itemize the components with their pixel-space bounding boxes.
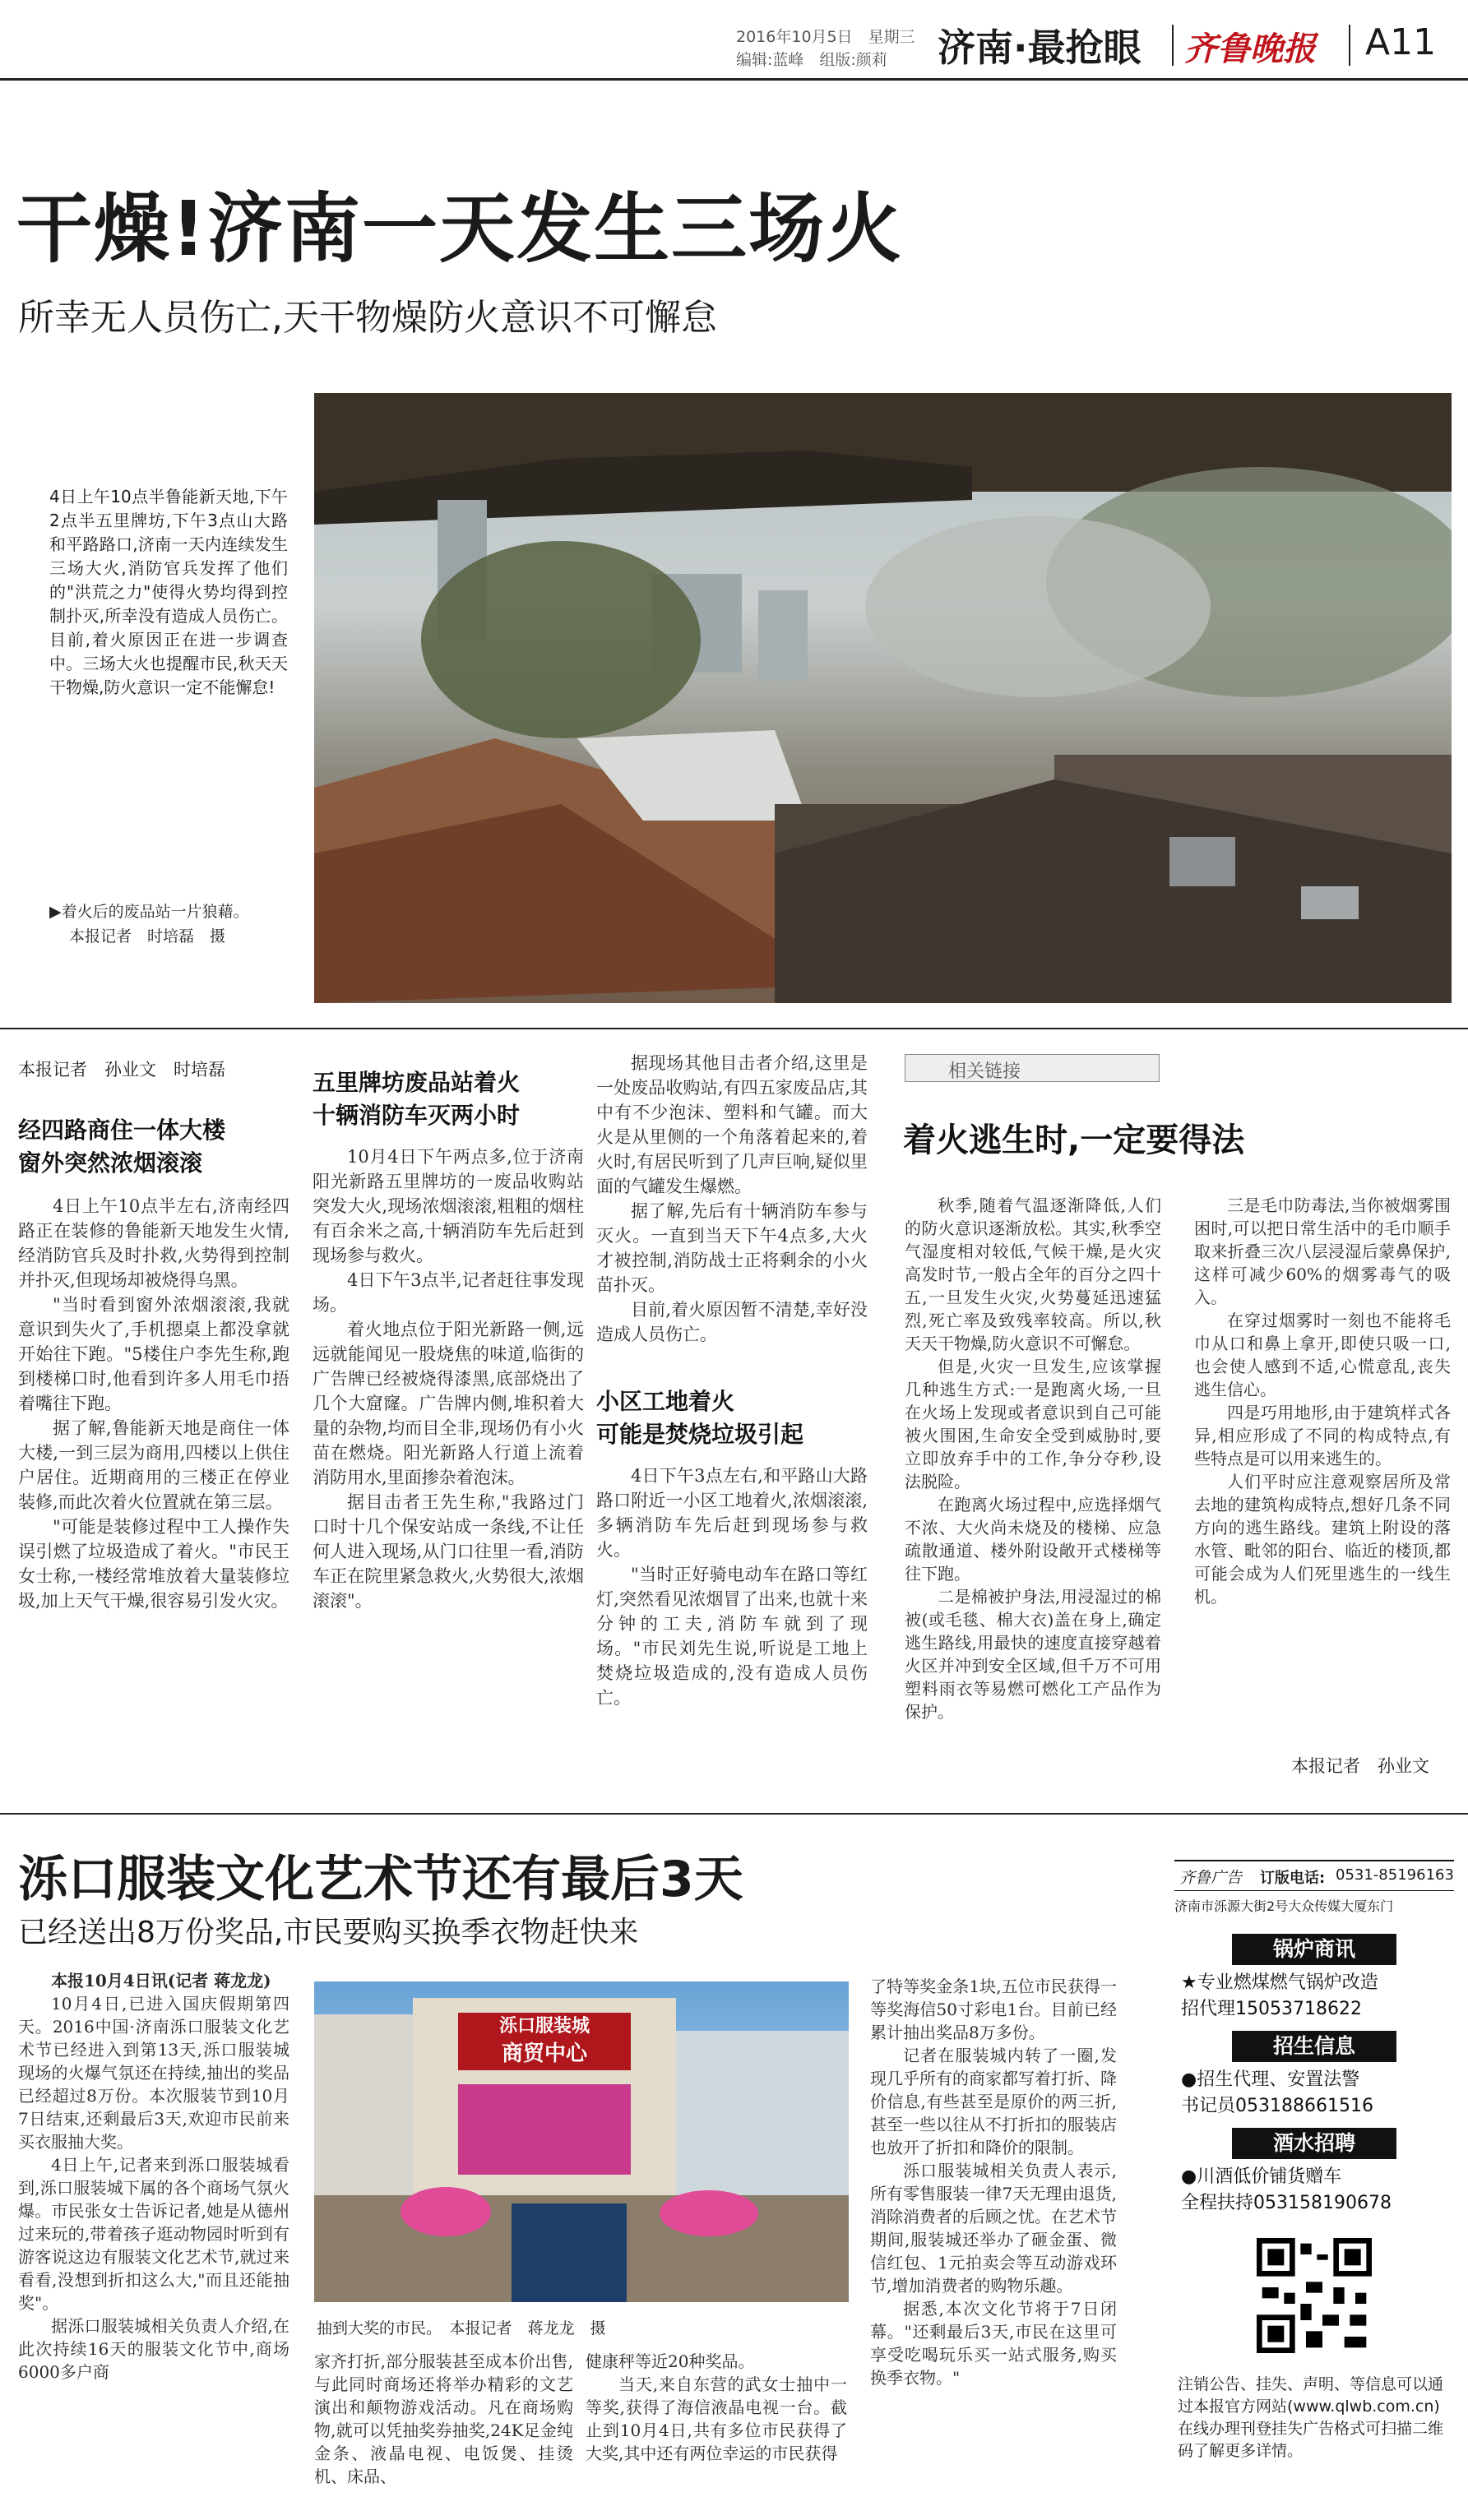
story3-paragraph: 4日下午3点左右,和平路山大路路口附近一小区工地着火,浓烟滚滚,多辆消防车先后赶到现场参与救火。: [596, 1466, 868, 1560]
story2-body-b: [596, 1051, 868, 1347]
story1-title: [18, 1114, 289, 1180]
story1-body: [18, 1194, 289, 1613]
story1-paragraph: 据了解,鲁能新天地是商住一体大楼,一到三层为商用,四楼以上供住户居住。近期商用的三楼正在停业装修,而此次着火位置就在第三层。: [18, 1418, 289, 1512]
story2-title-line2: 十辆消防车灭两小时: [313, 1102, 521, 1129]
story2-title-line1: 五里牌坊废品站着火: [313, 1069, 521, 1096]
sidebar-title: 着火逃生时,一定要得法: [903, 1121, 1245, 1159]
editors-line: 编辑:蓝峰 组版:颜莉: [736, 51, 887, 69]
lead-headline: 干燥!济南一天发生三场火: [16, 185, 903, 273]
story3-title: [596, 1385, 868, 1451]
sidebar-paragraph: 三是毛巾防毒法,当你被烟雾围困时,可以把日常生活中的毛巾顺手取来折叠三次八层浸湿后蒙鼻保护,这样可减少60%的烟雾毒气的吸入。: [1194, 1195, 1451, 1307]
feature-paragraph: 当天,来自东营的武女士抽中一等奖,获得了海信液晶电视一台。截止到10月4日,共有多位市民获得了大奖,其中还有两位幸运的市民获得: [586, 2374, 847, 2463]
story1-paragraph: "可能是装修过程中工人操作失误引燃了垃圾造成了着火。"市民王女士称,一楼经常堆放着大量装修垃圾,加上天气干燥,很容易引发火灾。: [18, 1517, 289, 1611]
feature-paragraph: 10月4日,已进入国庆假期第四天。2016中国·济南泺口服装文化艺术节已经进入到第13天,泺口服装城现场的火爆气氛还在持续,抽出的奖品已经超过8万份。本次服装节到10月7日结束,还剩最后3天,欢迎市民前来买衣服抽大奖。: [18, 1994, 289, 2152]
feature-headline: 泺口服装文化艺术节还有最后3天: [18, 1851, 743, 1908]
story2-paragraph: 据了解,先后有十辆消防车参与灭火。一直到当天下午4点多,大火才被控制,消防战士正将剩余的小火苗扑灭。: [596, 1201, 868, 1295]
ad-heading-enrollment: 招生信息: [1232, 2031, 1396, 2062]
section-name: 济南·最抢眼: [938, 25, 1142, 70]
story2-paragraph: 10月4日下午两点多,位于济南阳光新路五里牌坊的一废品收购站突发大火,现场浓烟滚滚,粗粗的烟柱有百余米之高,十辆消防车先后赶到现场参与救火。: [313, 1147, 584, 1265]
feature-subheadline: 已经送出8万份奖品,市民要购买换季衣物赶快来: [18, 1916, 639, 1949]
sidebar-paragraph: 四是巧用地形,由于建筑样式各异,相应形成了不同的构成特点,有些特点是可以用来逃生的。: [1194, 1403, 1451, 1468]
sidebar-paragraph: 秋季,随着气温逐渐降低,人们的防火意识逐渐放松。其实,秋季空气湿度相对较低,气候干燥,是火灾高发时节,一般占全年的百分之四十五,一旦发生火灾,火势蔓延迅速猛烈,死亡率及致残率较高。所以,秋天天干物燥,防火意识不可懈怠。: [905, 1195, 1161, 1353]
feature-paragraph: 据悉,本次文化节将于7日闭幕。"还剩最后3天,市民在这里可享受吃喝玩乐买一站式服务,购买换季衣物。": [870, 2299, 1117, 2388]
feature-paragraph: 泺口服装城相关负责人表示,所有零售服装一律7天无理由退货,消除消费者的后顾之忧。在艺术节期间,服装城还举办了砸金蛋、微信红包、1元拍卖会等互动游戏环节,增加消费者的购物乐趣。: [870, 2161, 1117, 2296]
feature-paragraph: 4日上午,记者来到泺口服装城看到,泺口服装城下属的各个商场气氛火爆。市民张女士告诉记者,她是从德州过来玩的,带着孩子逛动物园时听到有游客说这边有服装文化艺术节,就过来看看,没想到折扣这么大,"而且还能抽奖"。: [18, 2155, 289, 2313]
sidebar-paragraph: 二是棉被护身法,用浸湿过的棉被(或毛毯、棉大衣)盖在身上,确定逃生路线,用最快的速度直接穿越着火区并冲到安全区域,但千万不可用塑料雨衣等易燃可燃化工产品作为保护。: [905, 1587, 1161, 1722]
classified-ads: [1174, 1860, 1454, 2509]
ad-line: 招代理15053718622: [1181, 1999, 1362, 2019]
story1-title-line2: 窗外突然浓烟滚滚: [18, 1149, 203, 1177]
sidebar-byline: 本报记者 孙业文: [1291, 1756, 1429, 1776]
sidebar-paragraph: 在穿过烟雾时一刻也不能将毛巾从口和鼻上拿开,即使只吸一口,也会使人感到不适,心慌意乱,丧失逃生信心。: [1194, 1311, 1451, 1399]
story2-paragraph: 着火地点位于阳光新路一侧,远远就能闻见一股烧焦的味道,临街的广告牌已经被烧得漆黑,底部烧出了几个大窟窿。广告牌内侧,堆积着大量的杂物,均而目全非,现场仍有小火苗在燃烧。阳光新路人行道上流着消防用水,里面掺杂着泡沫。: [313, 1320, 584, 1487]
issue-date: 2016年10月5日 星期三: [736, 28, 915, 46]
story3-title-line2: 可能是焚烧垃圾引起: [596, 1421, 804, 1448]
ads-address: 济南市泺源大街2号大众传媒大厦东门: [1174, 1898, 1394, 1914]
story2-paragraph: 4日下午3点半,记者赶往事发现场。: [313, 1270, 584, 1315]
ads-header: [1174, 1860, 1454, 1891]
sidebar-body-b: [1194, 1194, 1451, 1608]
lead-summary: 4日上午10点半鲁能新天地,下午2点半五里牌坊,下午3点山大路和平路路口,济南一天内连续发生三场大火,消防官兵发挥了他们的"洪荒之力"使得火势均得到控制扑灭,所幸没有造成人员伤亡。目前,着火原因正在进一步调查中。三场大火也提醒市民,秋天天干物燥,防火意识一定不能懈怠!: [49, 487, 288, 697]
feature-paragraph: 据泺口服装城相关负责人介绍,在此次持续16天的服装文化节中,商场6000多户商: [18, 2316, 289, 2382]
story2-body-a: [313, 1144, 584, 1613]
story2-paragraph: 据现场其他目击者介绍,这里是一处废品收购站,有四五家废品店,其中有不少泡沫、塑料和气罐。而大火是从里侧的一个角落着起来的,着火时,有居民听到了几声巨响,疑似里面的气罐发生爆燃。: [596, 1053, 868, 1196]
sidebar-tag-label: 相关链接: [948, 1061, 1021, 1082]
feature-paragraph: 家齐打折,部分服装甚至成本价出售,与此同时商场还将举办精彩的文艺演出和颠物游戏活动。凡在商场购物,就可以凭抽奖券抽奖,24K足金纯金条、液晶电视、电饭煲、挂烫机、床品、: [314, 2351, 573, 2486]
ads-footer: 注销公告、挂失、声明、等信息可以通过本报官方网站(www.qlwb.com.cn)在线办理刊登挂失广告格式可扫描二维码了解更多详情。: [1178, 2375, 1444, 2460]
story2-title: [313, 1066, 592, 1132]
story2-paragraph: 据目击者王先生称,"我路过门口时十几个保安站成一条线,不让任何人进入现场,从门口往里一看,消防车正在院里紧急救火,火势很大,浓烟滚滚"。: [313, 1492, 584, 1611]
ad-heading-boiler: 锅炉商讯: [1232, 1934, 1396, 1965]
fire-scene-illustration: [314, 393, 1452, 1003]
feature-paragraph: 了特等奖金条1块,五位市民获得一等奖海信50寸彩电1台。目前已经累计抽出奖品8万多份。: [870, 1977, 1117, 2042]
lead-photo-credit: 本报记者 时培磊 摄: [69, 927, 226, 946]
paper-logo: 齐鲁晚报: [1184, 30, 1316, 68]
sidebar-tag: [905, 1054, 1160, 1082]
feature-body-mid: [314, 2350, 573, 2488]
ads-phone: 0531-85196163: [1336, 1866, 1454, 1884]
lead-photo-caption: ▶着火后的废品站一片狼藉。: [49, 903, 249, 921]
feature-photo-sign-line2: 商贸中心: [501, 2041, 587, 2066]
story1-paragraph: 4日上午10点半左右,济南经四路正在装修的鲁能新天地发生火情,经消防官兵及时扑救,火势得到控制并扑灭,但现场却被烧得乌黑。: [18, 1196, 289, 1290]
ad-line: 书记员053188661516: [1181, 2096, 1373, 2116]
feature-photo-sign-line1: 泺口服装城: [498, 2016, 590, 2037]
feature-body-mid2: [586, 2350, 847, 2465]
feature-photo: [314, 1981, 849, 2302]
feature-body-right: [870, 1975, 1117, 2389]
byline: 本报记者 孙业文 时培磊: [18, 1060, 225, 1080]
feature-lead-label: 本报10月4日讯(记者 蒋龙龙): [51, 1971, 271, 1991]
feature-photo-sign: [458, 2014, 631, 2069]
ad-line: ●招生代理、安置法警: [1181, 2069, 1360, 2090]
feature-paragraph: 记者在服装城内转了一圈,发现几乎所有的商家都写着打折、降价信息,有些甚至是原价的两三折,甚至一些以往从不打折扣的服装店也放开了折扣和降价的限制。: [870, 2046, 1117, 2157]
sidebar-paragraph: 但是,火灾一旦发生,应该掌握几种逃生方式:一是跑离火场,一旦在火场上发现或者意识到自己可能被火围困,生命安全受到威胁时,要立即放弃手中的工作,争分夺秒,设法脱险。: [905, 1357, 1161, 1491]
ads-phone-label: 订版电话:: [1260, 1870, 1326, 1887]
page-number: A11: [1365, 21, 1437, 63]
story3-paragraph: "当时正好骑电动车在路口等红灯,突然看见浓烟冒了出来,也就十来分钟的工夫,消防车就到了现场。"市民刘先生说,听说是工地上焚烧垃圾造成的,没有造成人员伤亡。: [596, 1565, 868, 1708]
feature-body-left: [18, 1969, 289, 2384]
story3-body: [596, 1463, 868, 1710]
fire-scene-photo: [314, 393, 1452, 1003]
sidebar-paragraph: 人们平时应注意观察居所及常去地的建筑构成特点,想好几条不同方向的逃生路线。建筑上附设的落水管、毗邻的阳台、临近的楼顶,都可能会成为人们死里逃生的一线生机。: [1194, 1472, 1451, 1607]
ad-line: ●川酒低价铺货赠车: [1181, 2166, 1342, 2187]
ads-brand: 齐鲁广告: [1179, 1869, 1243, 1887]
feature-paragraph: 健康秤等近20种奖品。: [586, 2351, 755, 2371]
story2-paragraph: 目前,着火原因暂不清楚,幸好没造成人员伤亡。: [596, 1300, 868, 1344]
story3-title-line1: 小区工地着火: [596, 1388, 735, 1415]
story1-paragraph: "当时看到窗外浓烟滚滚,我就意识到失火了,手机摁桌上都没拿就开始往下跑。"5楼住户李先生称,跑到楼梯口时,他看到许多人用毛巾捂着嘴往下跑。: [18, 1295, 289, 1413]
story1-title-line1: 经四路商住一体大楼: [18, 1117, 226, 1144]
ad-line: 全程扶持053158190678: [1181, 2193, 1392, 2213]
ad-line: ★专业燃煤燃气锅炉改造: [1181, 1972, 1378, 1993]
ad-heading-liquor: 酒水招聘: [1232, 2128, 1396, 2159]
sidebar-body-a: [905, 1194, 1161, 1723]
lead-subheadline: 所幸无人员伤亡,天干物燥防火意识不可懈怠: [18, 297, 717, 339]
feature-photo-caption: 抽到大奖的市民。 本报记者 蒋龙龙 摄: [317, 2319, 606, 2337]
qr-code-icon: [1257, 2238, 1372, 2353]
masthead: [0, 0, 1468, 78]
sidebar-paragraph: 在跑离火场过程中,应选择烟气不浓、大火尚未烧及的楼梯、应急疏散通道、楼外附设敞开式楼梯等往下跑。: [905, 1495, 1161, 1584]
